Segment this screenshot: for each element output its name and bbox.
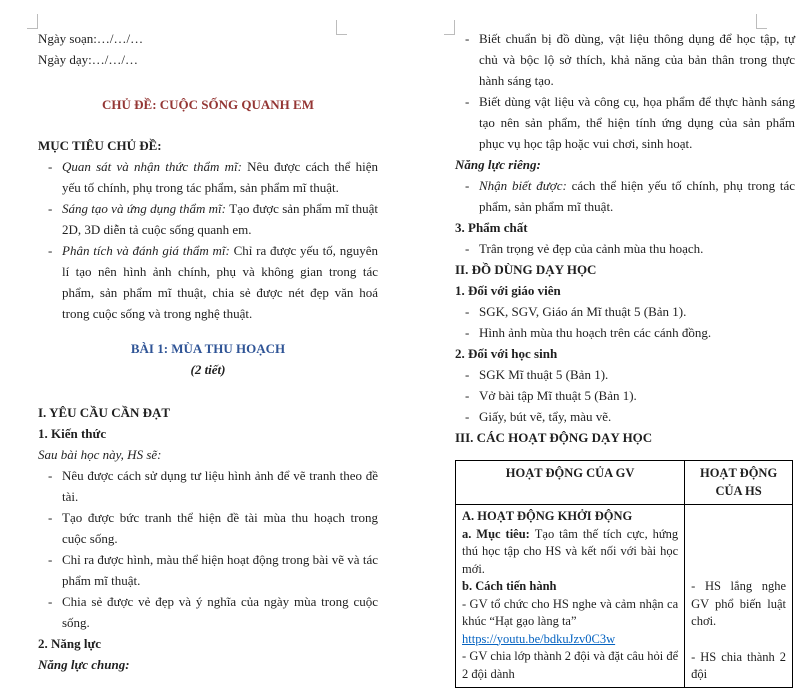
- table-row: [456, 505, 793, 688]
- general-competence-list: [455, 28, 795, 154]
- objective-lead: Quan sát và nhận thức thẩm mĩ:: [62, 159, 248, 174]
- date-taught-line: Ngày dạy:…/…/…: [38, 52, 139, 67]
- knowledge-heading: 1. Kiến thức: [38, 426, 107, 441]
- hs-step-split-teams: - HS chia thành 2 đội: [691, 649, 786, 681]
- hs-activity-cell: [685, 505, 793, 688]
- list-item: - Tạo được bức tranh thể hiện đề tài mùa thu hoạch trong cuộc sống.: [38, 507, 378, 549]
- activity-a-heading: A. HOẠT ĐỘNG KHỞI ĐỘNG: [462, 509, 633, 523]
- section-ii-heading: II. ĐỒ DÙNG DẠY HỌC: [455, 262, 597, 277]
- list-item: - Chỉ ra được hình, màu thể hiện hoạt động trong bài vẽ và tác phẩm mĩ thuật.: [38, 549, 378, 591]
- objective-text: Tạo được sản phẩm mĩ thuật 2D, 3D diễn tả cuộc sống quanh em.: [62, 201, 378, 237]
- student-materials-list: [455, 364, 795, 427]
- list-item: [38, 198, 378, 240]
- list-item: - Biết chuẩn bị đồ dùng, vật liệu thông dụng để học tập, tự chủ và bộc lộ sở thích, khả năng của bản thân trong thực hành sáng tạo.: [455, 28, 795, 91]
- objective-lead: Sáng tạo và ứng dụng thẩm mĩ:: [62, 201, 230, 216]
- knowledge-intro: Sau bài học này, HS sẽ:: [38, 447, 162, 462]
- list-item: [455, 175, 795, 217]
- section-i-heading: I. YÊU CẦU CẦN ĐẠT: [38, 405, 171, 420]
- section-iii-heading: III. CÁC HOẠT ĐỘNG DẠY HỌC: [455, 430, 653, 445]
- specific-competence-label: Năng lực riêng:: [455, 157, 541, 172]
- list-item: - Vở bài tập Mĩ thuật 5 (Bản 1).: [455, 385, 795, 406]
- objective-text: Nêu được cách thể hiện yếu tố chính, phụ trong tác phẩm, sản phẩm mĩ thuật.: [62, 159, 378, 195]
- teacher-materials-heading: 1. Đối với giáo viên: [455, 283, 561, 298]
- margin-crop-mark-right-page-topleft: [444, 20, 455, 35]
- gv-activity-cell: [456, 505, 685, 688]
- list-item: - Trân trọng vẻ đẹp của cảnh mùa thu hoạch.: [455, 238, 795, 259]
- youtube-link[interactable]: https://youtu.be/bdkuJzv0C3w: [462, 631, 616, 646]
- gv-step-split-teams: - GV chia lớp thành 2 đội và đặt câu hỏi để 2 đội dành: [462, 649, 679, 681]
- topic-title: CHỦ ĐỀ: CUỘC SỐNG QUANH EM: [102, 97, 314, 112]
- list-item: - Biết dùng vật liệu và công cụ, họa phẩm để thực hành sáng tạo nên sản phẩm, thể hiện tính ứng dụng của sản phẩm phục vụ học tập hoặc vui chơi, sinh hoạt.: [455, 91, 795, 154]
- activity-method-heading: b. Cách tiến hành: [462, 579, 557, 593]
- activity-objective: [462, 526, 678, 579]
- competence-text: cách thể hiện yếu tố chính, phụ trong tác phẩm, sản phẩm mĩ thuật.: [479, 178, 795, 214]
- list-item: - Giấy, bút vẽ, tẩy, màu vẽ.: [455, 406, 795, 427]
- lesson-title: BÀI 1: MÙA THU HOẠCH: [130, 341, 286, 356]
- list-item: [38, 156, 378, 198]
- topic-objectives-heading: MỤC TIÊU CHỦ ĐỀ:: [38, 138, 162, 153]
- document-page-right[interactable]: [455, 28, 795, 688]
- table-header-hs: HOẠT ĐỘNG CỦA HS: [685, 461, 793, 505]
- margin-crop-mark-right-page-topright: [756, 14, 767, 29]
- list-item: - Hình ảnh mùa thu hoạch trên các cánh đồng.: [455, 322, 795, 343]
- competence-lead: Nhận biết được:: [479, 178, 572, 193]
- activity-objective-label: a. Mục tiêu:: [462, 526, 535, 541]
- objective-lead: Phân tích và đánh giá thẩm mĩ:: [62, 243, 234, 258]
- gv-step-listen-song: - GV tổ chức cho HS nghe và cảm nhận ca khúc “Hạt gạo làng ta”: [462, 596, 679, 628]
- date-composed-line: Ngày soạn:…/…/…: [38, 31, 144, 46]
- objective-text: Chỉ ra được yếu tố, nguyên lí tạo nên hình ảnh chính, phụ và không gian trong tác phẩm, sản phẩm mĩ thuật, chia sẻ được nét đẹp văn hoá trong cuộc sống và trong nghệ thuật.: [62, 243, 378, 321]
- quality-heading: 3. Phẩm chất: [455, 220, 528, 235]
- knowledge-list: [38, 465, 378, 633]
- list-item: - Chia sẻ được vẻ đẹp và ý nghĩa của ngày mùa trong cuộc sống.: [38, 591, 378, 633]
- margin-crop-mark-left-page-topleft: [27, 14, 38, 29]
- document-page-left[interactable]: [38, 28, 378, 675]
- teacher-materials-list: [455, 301, 795, 343]
- table-header-row: [456, 461, 793, 505]
- lesson-duration: (2 tiết): [190, 362, 226, 377]
- topic-objectives-list: [38, 156, 378, 324]
- table-header-gv: HOẠT ĐỘNG CỦA GV: [456, 461, 685, 505]
- student-materials-heading: 2. Đối với học sinh: [455, 346, 558, 361]
- hs-step-listen: - HS lắng nghe GV phổ biến luật chơi.: [691, 579, 786, 628]
- list-item: - SGK Mĩ thuật 5 (Bản 1).: [455, 364, 795, 385]
- list-item: - Nêu được cách sử dụng tư liệu hình ảnh để vẽ tranh theo đề tài.: [38, 465, 378, 507]
- general-competence-label: Năng lực chung:: [38, 657, 130, 672]
- list-item: [38, 240, 378, 324]
- competence-heading: 2. Năng lực: [38, 636, 102, 651]
- list-item: - SGK, SGV, Giáo án Mĩ thuật 5 (Bản 1).: [455, 301, 795, 322]
- activity-objective-text: Tạo tâm thế tích cực, hứng thú học tập cho HS và kết nối với bài học mới.: [462, 526, 679, 576]
- activities-table: [455, 460, 793, 688]
